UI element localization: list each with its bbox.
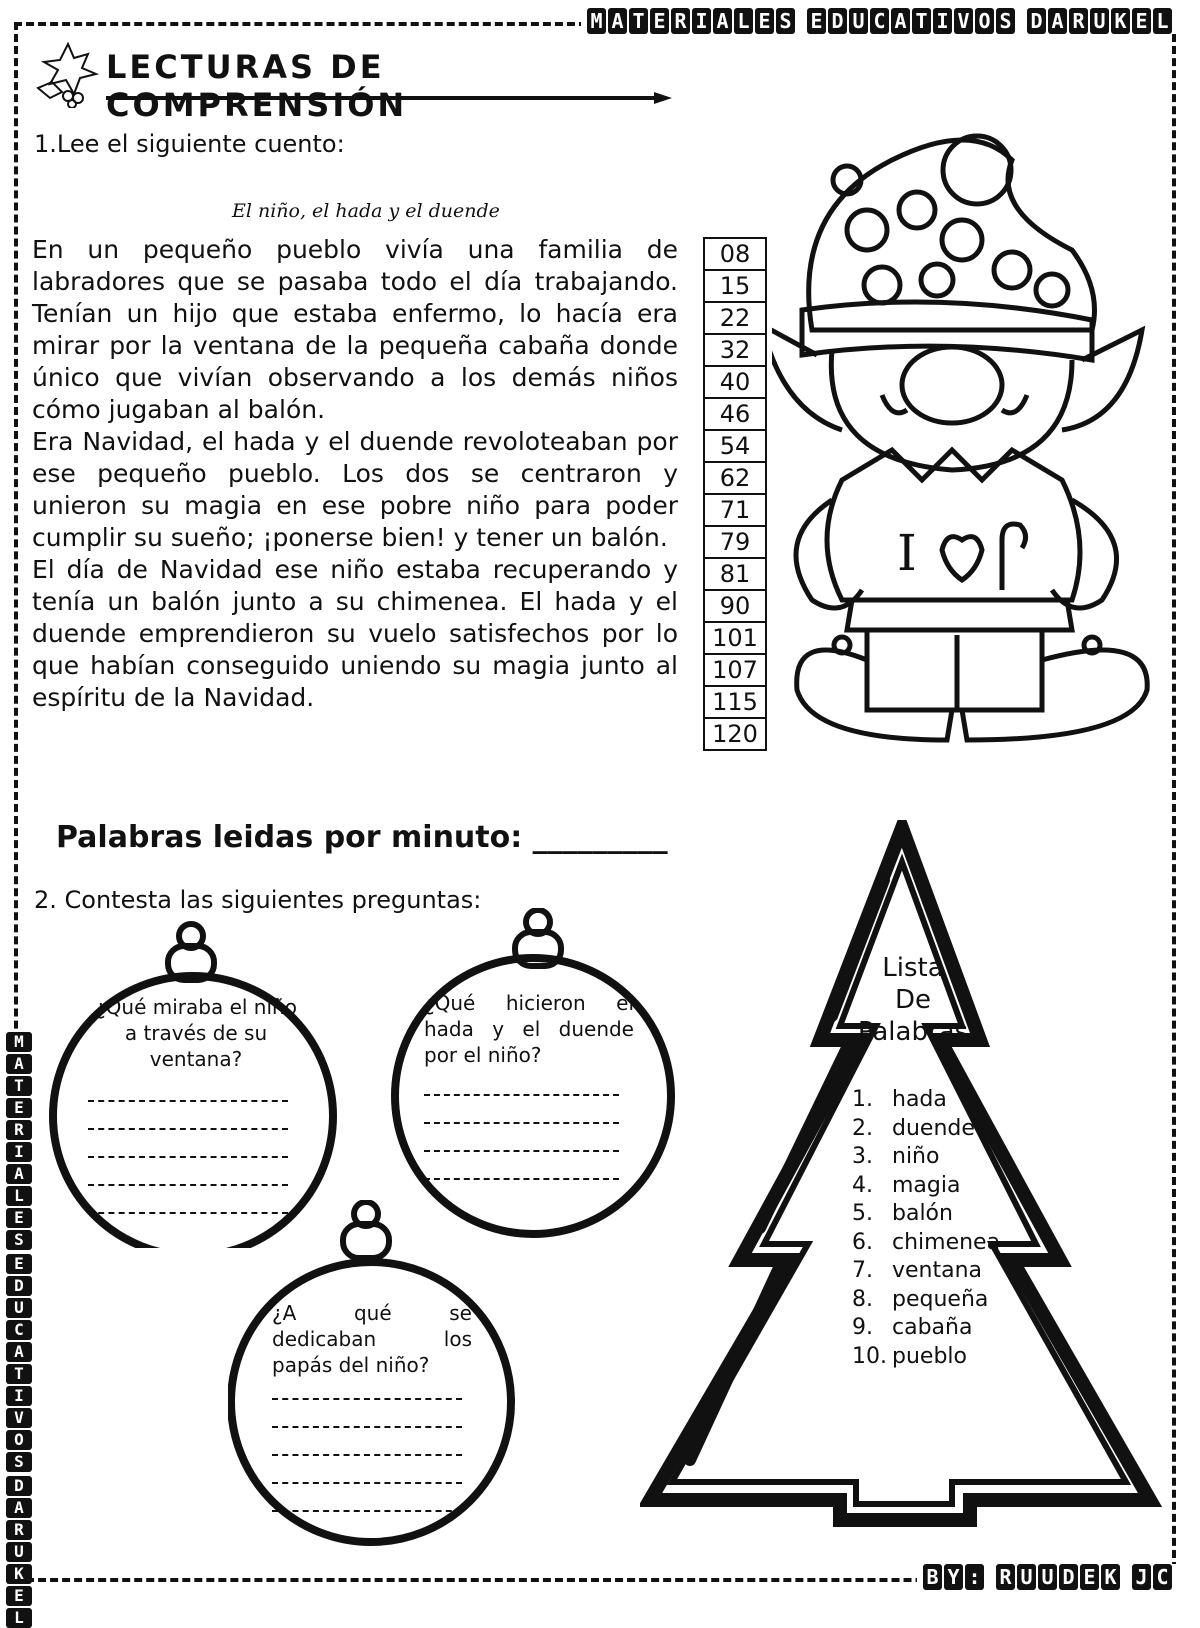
word-count-cell: 54 xyxy=(705,431,765,463)
brand-letter-tile: D xyxy=(828,8,847,34)
brand-letter-tile xyxy=(1122,1564,1130,1590)
holly-icon xyxy=(28,38,108,108)
brand-letter-tile: A xyxy=(713,8,732,34)
question-text: ¿A qué se dedicaban los papás del niño? xyxy=(272,1301,472,1377)
words-per-minute-label: Palabras leidas por minuto: _________ xyxy=(56,820,668,855)
brand-letter-tile: U xyxy=(1017,1564,1036,1590)
brand-letter-tile: E xyxy=(650,8,669,34)
brand-letter-tile: A xyxy=(1048,8,1067,34)
word-count-cell: 08 xyxy=(705,239,765,271)
brand-letter-tile: S xyxy=(996,8,1015,34)
word-list-title-line: Palabras xyxy=(857,1017,969,1047)
brand-letter-tile: K xyxy=(1111,8,1130,34)
answer-line[interactable] xyxy=(272,1456,462,1484)
word-count-cell: 22 xyxy=(705,303,765,335)
ornament-question-3 xyxy=(228,1200,528,1560)
word-count-cell: 71 xyxy=(705,495,765,527)
word-count-cell: 15 xyxy=(705,271,765,303)
brand-letter-tile: U xyxy=(6,1298,32,1318)
answer-line[interactable] xyxy=(424,1152,619,1180)
word-list-number: 6. xyxy=(852,1229,873,1255)
brand-letter-tile: D xyxy=(1059,1564,1078,1590)
reading-instruction: 1.Lee el siguiente cuento: xyxy=(34,130,345,158)
brand-banner-side xyxy=(4,1032,34,1627)
word-count-cell: 46 xyxy=(705,399,765,431)
brand-letter-tile: T xyxy=(6,1076,32,1096)
brand-letter-tile: V xyxy=(954,8,973,34)
story-paragraph: En un pequeño pueblo vivía una familia de labradores que se pasaba todo el día trabajando. Tenían un hijo que estaba enfermo, lo hacía era mirar por la ventana de la pequeña cabaña donde único que vivían observando a los demás niños cómo jugaban al balón. xyxy=(32,235,678,424)
brand-letter-tile: A xyxy=(6,1498,32,1518)
brand-letter-tile: L xyxy=(1153,8,1172,34)
brand-letter-tile: E xyxy=(807,8,826,34)
answer-line[interactable] xyxy=(424,1124,619,1152)
word-count-cell: 115 xyxy=(705,687,765,719)
brand-letter-tile: R xyxy=(1069,8,1088,34)
brand-letter-tile: S xyxy=(6,1230,32,1250)
brand-letter-tile: R xyxy=(671,8,690,34)
word-list-word: pequeña xyxy=(892,1286,989,1312)
answer-line[interactable] xyxy=(272,1484,462,1512)
word-list-word: magia xyxy=(892,1172,961,1198)
word-list-word: pueblo xyxy=(892,1343,967,1369)
brand-letter-tile: B xyxy=(923,1564,942,1590)
brand-letter-tile: R xyxy=(6,1120,32,1140)
brand-letter-tile xyxy=(1017,8,1025,34)
brand-letter-tile: A xyxy=(6,1164,32,1184)
brand-letter-tile xyxy=(986,1564,994,1590)
brand-letter-tile: D xyxy=(1027,8,1046,34)
word-list-number: 5. xyxy=(852,1201,873,1226)
brand-letter-tile: R xyxy=(6,1520,32,1540)
brand-letter-tile: E xyxy=(6,1586,32,1606)
word-list-number: 3. xyxy=(852,1144,873,1169)
brand-letter-tile: L xyxy=(734,8,753,34)
answer-line[interactable] xyxy=(272,1400,462,1428)
brand-letter-tile: M xyxy=(6,1032,32,1052)
brand-letter-tile: D xyxy=(6,1276,32,1296)
brand-letter-tile: T xyxy=(6,1364,32,1384)
brand-banner-bottom xyxy=(917,1564,1178,1590)
svg-text:I: I xyxy=(897,524,917,582)
brand-letter-tile: V xyxy=(6,1408,32,1428)
word-count-cell: 101 xyxy=(705,623,765,655)
word-list-item xyxy=(852,1257,1000,1286)
answer-line[interactable] xyxy=(88,1158,288,1186)
story-paragraph: Era Navidad, el hada y el duende revoloteaban por ese pequeño pueblo. Los dos se centraron y unieron su magia en ese pobre niño para poder cumplir su sueño; ¡ponerse bien! y tener un balón. xyxy=(32,427,678,552)
brand-letter-tile: K xyxy=(1101,1564,1120,1590)
word-list-title xyxy=(838,952,988,1048)
brand-letter-tile: S xyxy=(6,1452,32,1472)
brand-letter-tile: D xyxy=(6,1476,32,1496)
answer-line[interactable] xyxy=(88,1130,288,1158)
brand-letter-tile: I xyxy=(933,8,952,34)
word-list-item xyxy=(852,1343,1000,1372)
word-list xyxy=(852,1086,1000,1371)
brand-banner-top xyxy=(581,8,1178,34)
title-underline-arrow xyxy=(106,92,672,104)
word-list-word: hada xyxy=(892,1087,947,1112)
brand-letter-tile: U xyxy=(1090,8,1109,34)
brand-letter-tile: M xyxy=(587,8,606,34)
word-list-word: balón xyxy=(892,1201,953,1226)
word-count-cell: 81 xyxy=(705,559,765,591)
word-list-number: 2. xyxy=(852,1115,873,1141)
brand-letter-tile: C xyxy=(1153,1564,1172,1590)
word-list-word: ventana xyxy=(892,1258,983,1283)
word-count-cell: 107 xyxy=(705,655,765,687)
word-count-cell: 40 xyxy=(705,367,765,399)
brand-letter-tile: Y xyxy=(944,1564,963,1590)
word-list-number: 9. xyxy=(852,1315,873,1340)
word-list-number: 4. xyxy=(852,1172,873,1198)
brand-letter-tile: U xyxy=(1038,1564,1057,1590)
story-paragraph: El día de Navidad ese niño estaba recuperando y tenía un balón junto a su chimenea. El hada y el duende emprendieron su vuelo satisfechos por lo que habían conseguido uniendo su magia junto al espíritu de la Navidad. xyxy=(32,555,678,712)
word-list-title-line: Lista xyxy=(882,953,944,983)
brand-letter-tile: R xyxy=(996,1564,1015,1590)
brand-letter-tile: K xyxy=(6,1564,32,1584)
brand-letter-tile xyxy=(797,8,805,34)
word-list-item xyxy=(852,1200,1000,1229)
word-list-word: cabaña xyxy=(892,1315,973,1340)
brand-letter-tile: I xyxy=(6,1142,32,1162)
word-count-cell: 90 xyxy=(705,591,765,623)
word-list-item xyxy=(852,1229,1000,1258)
word-list-word: chimenea xyxy=(892,1229,1001,1255)
answer-line[interactable] xyxy=(424,1096,619,1124)
word-list-item xyxy=(852,1115,1000,1144)
brand-letter-tile: I xyxy=(6,1386,32,1406)
word-count-cell: 62 xyxy=(705,463,765,495)
story-title: El niño, el hada y el duende xyxy=(232,200,500,222)
answer-line[interactable] xyxy=(272,1372,462,1400)
brand-letter-tile: A xyxy=(6,1342,32,1362)
word-count-column xyxy=(703,237,767,751)
brand-letter-tile: U xyxy=(6,1542,32,1562)
brand-letter-tile: : xyxy=(965,1564,984,1590)
brand-letter-tile: A xyxy=(608,8,627,34)
word-list-word: duende xyxy=(892,1115,975,1141)
word-list-item xyxy=(852,1143,1000,1172)
elf-illustration xyxy=(772,120,1176,770)
brand-letter-tile: I xyxy=(692,8,711,34)
questions-instruction: 2. Contesta las siguientes preguntas: xyxy=(34,886,482,914)
brand-letter-tile: J xyxy=(1132,1564,1151,1590)
word-count-cell: 120 xyxy=(712,720,758,748)
brand-letter-tile: T xyxy=(629,8,648,34)
brand-letter-tile: T xyxy=(912,8,931,34)
word-list-number: 1. xyxy=(852,1087,873,1112)
question-text: ¿Qué hicieron el hada y el duende por el niño? xyxy=(424,991,634,1067)
brand-letter-tile: O xyxy=(6,1430,32,1450)
word-list-number: 8. xyxy=(852,1286,873,1312)
word-list-item xyxy=(852,1314,1000,1343)
word-list-title-line: De xyxy=(894,985,932,1015)
brand-letter-tile: E xyxy=(1132,8,1151,34)
ornament-question-1 xyxy=(48,918,348,1248)
brand-letter-tile: C xyxy=(6,1320,32,1340)
brand-letter-tile: A xyxy=(891,8,910,34)
brand-letter-tile: E xyxy=(755,8,774,34)
word-list-item xyxy=(852,1172,1000,1201)
brand-letter-tile: L xyxy=(6,1186,32,1206)
brand-letter-tile: E xyxy=(6,1098,32,1118)
word-list-word: niño xyxy=(892,1144,940,1169)
brand-letter-tile: S xyxy=(776,8,795,34)
word-list-item xyxy=(852,1086,1000,1115)
question-text: ¿Qué miraba el niño a través de su ventana? xyxy=(95,995,297,1071)
answer-line[interactable] xyxy=(424,1068,619,1096)
brand-letter-tile: E xyxy=(6,1254,32,1274)
answer-line[interactable] xyxy=(88,1074,288,1102)
brand-letter-tile: C xyxy=(870,8,889,34)
word-list-number: 7. xyxy=(852,1258,873,1283)
page-title: LECTURAS DE COMPRENSIÓN xyxy=(106,48,408,124)
brand-letter-tile: E xyxy=(1080,1564,1099,1590)
word-list-number: 10. xyxy=(852,1343,887,1369)
answer-line[interactable] xyxy=(88,1102,288,1130)
brand-letter-tile: U xyxy=(849,8,868,34)
worksheet-header xyxy=(28,38,668,124)
story-text xyxy=(32,234,678,714)
answer-line[interactable] xyxy=(272,1428,462,1456)
word-count-cell: 79 xyxy=(705,527,765,559)
ornament-question-2 xyxy=(388,908,678,1238)
brand-letter-tile: L xyxy=(6,1608,32,1628)
brand-letter-tile: E xyxy=(6,1208,32,1228)
word-list-item xyxy=(852,1286,1000,1315)
brand-letter-tile: A xyxy=(6,1054,32,1074)
word-count-cell: 32 xyxy=(705,335,765,367)
brand-letter-tile: O xyxy=(975,8,994,34)
